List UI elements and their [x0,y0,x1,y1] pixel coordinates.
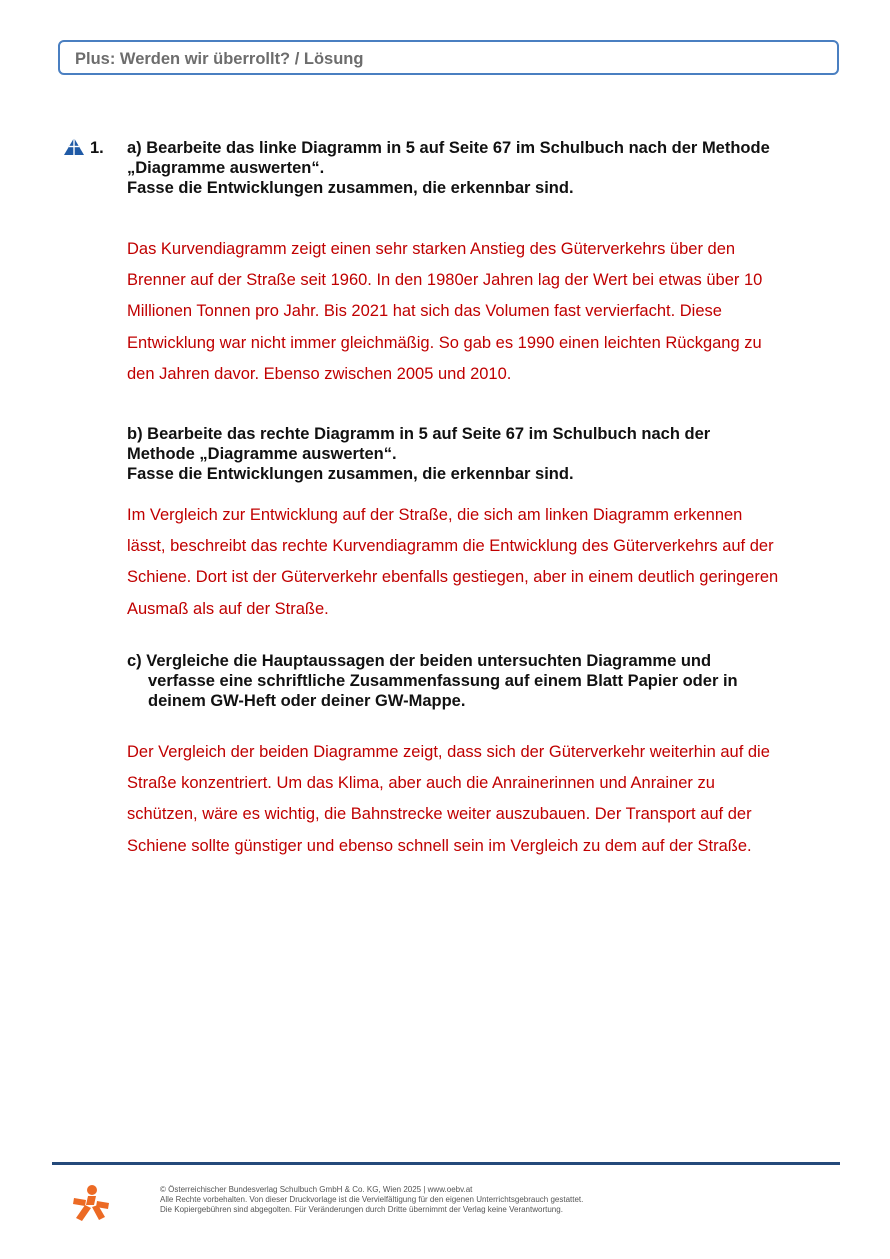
question-line: a) Bearbeite das linke Diagramm in 5 auf Seite 67 im Schulbuch nach der Methode [127,139,770,157]
answer-line: Das Kurvendiagramm zeigt einen sehr starken Anstieg des Güterverkehrs über den [127,240,736,258]
answer-line: schützen, wäre es wichtig, die Bahnstrecke weiter auszubauen. Der Transport auf der [127,805,752,824]
oebv-logo-icon [70,1183,112,1223]
answer-line: Schiene sollte günstiger und ebenso schnell sein im Vergleich zu dem auf der Straße. [127,836,752,855]
question-line: Fasse die Entwicklungen zusammen, die erkennbar sind. [127,179,574,197]
question-line: deinem GW-Heft oder deiner GW-Mappe. [148,692,466,710]
task-number: 1. [90,139,104,157]
answer-line: Ausmaß als auf der Straße. [127,599,329,618]
answer-line: den Jahren davor. Ebenso zwischen 2005 und 2010. [127,364,512,383]
triangle-level-icon [64,138,84,155]
question-line: b) Bearbeite das rechte Diagramm in 5 auf Seite 67 im Schulbuch nach der [127,425,711,443]
answer-b [127,500,839,625]
page-title: Plus: Werden wir überrollt? / Lösung [75,50,364,68]
answer-line: Schiene. Dort ist der Güterverkehr ebenfalls gestiegen, aber in einem deutlich geringeren [127,568,779,587]
answer-line: lässt, beschreibt das rechte Kurvendiagramm die Entwicklung des Güterverkehrs auf der [127,537,774,556]
answer-line: Straße konzentriert. Um das Klima, aber auch die Anrainerinnen und Anrainer zu [127,774,715,793]
answer-line: Im Vergleich zur Entwicklung auf der Straße, die sich am linken Diagramm erkennen [127,506,743,524]
answer-line: Millionen Tonnen pro Jahr. Bis 2021 hat sich das Volumen fast vervierfacht. Diese [127,302,722,321]
question-line: Fasse die Entwicklungen zusammen, die erkennbar sind. [127,465,574,483]
answer-line: Der Vergleich der beiden Diagramme zeigt, dass sich der Güterverkehr weiterhin auf die [127,743,770,761]
footer-line: Alle Rechte vorbehalten. Von dieser Druckvorlage ist die Vervielfältigung für den eigenen Unterrichtsgebrauch gestattet. [160,1195,584,1204]
footer-line: Die Kopiergebühren sind abgegolten. Für Veränderungen durch Dritte übernimmt der Verlag keine Verantwortung. [160,1205,563,1214]
question-b [127,424,710,484]
question-line: „Diagramme auswerten“. [127,159,325,177]
answer-line: Brenner auf der Straße seit 1960. In den 1980er Jahren lag der Wert bei etwas über 10 [127,271,763,290]
answer-a [127,234,839,390]
question-line: verfasse eine schriftliche Zusammenfassung auf einem Blatt Papier oder in [148,672,738,690]
answer-c [127,737,839,862]
question-line: c) Vergleiche die Hauptaussagen der beiden untersuchten Diagramme und [127,652,712,670]
question-line: Methode „Diagramme auswerten“. [127,445,397,463]
question-a [127,138,770,198]
question-c [127,651,738,711]
worksheet-header [58,40,839,75]
answer-line: Entwicklung war nicht immer gleichmäßig. So gab es 1990 einen leichten Rückgang zu [127,333,762,352]
footer-copyright [160,1185,583,1215]
footer-divider [52,1162,840,1165]
footer-line: © Österreichischer Bundesverlag Schulbuch GmbH & Co. KG, Wien 2025 | www.oebv.at [160,1185,473,1194]
